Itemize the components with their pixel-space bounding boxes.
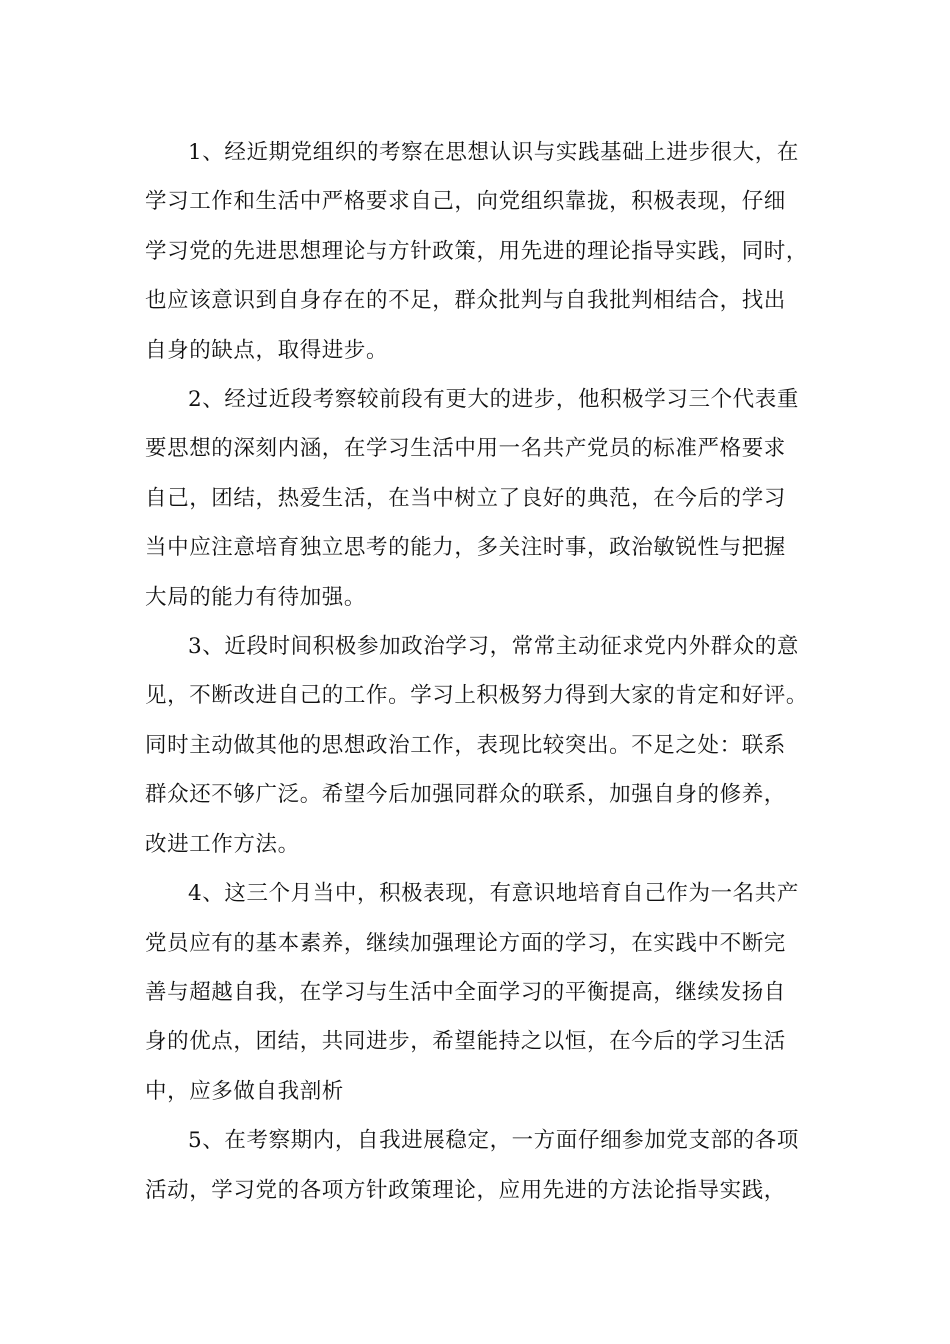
paragraph-line: 5、在考察期内，自我进展稳定，一方面仔细参加党支部的各项 [188, 1128, 799, 1154]
paragraph-line: 群众还不够广泛。希望今后加强同群众的联系，加强自身的修养， [145, 782, 786, 808]
paragraph-2 [145, 375, 835, 622]
paragraph-line: 见，不断改进自己的工作。学习上积极努力得到大家的肯定和好评。 [145, 683, 809, 709]
paragraph-line: 自己，团结，热爱生活，在当中树立了良好的典范，在今后的学习 [145, 485, 786, 511]
paragraph-line: 2、经过近段考察较前段有更大的进步，他积极学习三个代表重 [188, 387, 799, 413]
paragraph-1 [145, 128, 835, 375]
paragraph-line: 同时主动做其他的思想政治工作，表现比较突出。不足之处：联系 [145, 732, 786, 758]
paragraph-line: 活动，学习党的各项方针政策理论，应用先进的方法论指导实践， [145, 1177, 786, 1203]
document-body [145, 128, 835, 1215]
paragraph-3 [145, 622, 835, 869]
paragraph-line: 学习工作和生活中严格要求自己，向党组织靠拢，积极表现，仔细 [145, 189, 786, 215]
paragraph-line: 4、这三个月当中，积极表现，有意识地培育自己作为一名共产 [188, 881, 799, 907]
paragraph-line: 中，应多做自我剖析 [145, 1078, 344, 1104]
paragraph-line: 身的优点，团结，共同进步，希望能持之以恒，在今后的学习生活 [145, 1029, 786, 1055]
paragraph-line: 1、经近期党组织的考察在思想认识与实践基础上进步很大，在 [188, 140, 799, 165]
paragraph-line: 学习党的先进思想理论与方针政策，用先进的理论指导实践，同时， [145, 238, 809, 264]
paragraph-line: 当中应注意培育独立思考的能力，多关注时事，政治敏锐性与把握 [145, 535, 786, 561]
paragraph-5 [145, 1116, 835, 1215]
paragraph-line: 党员应有的基本素养，继续加强理论方面的学习，在实践中不断完 [145, 930, 786, 956]
paragraph-line: 自身的缺点，取得进步。 [145, 337, 389, 363]
paragraph-line: 要思想的深刻内涵，在学习生活中用一名共产党员的标准严格要求 [145, 436, 786, 462]
paragraph-line: 善与超越自我，在学习与生活中全面学习的平衡提高，继续发扬自 [145, 979, 786, 1005]
paragraph-line: 也应该意识到自身存在的不足，群众批判与自我批判相结合，找出 [145, 288, 786, 314]
paragraph-line: 大局的能力有待加强。 [145, 584, 367, 610]
paragraph-line: 3、近段时间积极参加政治学习，常常主动征求党内外群众的意 [188, 634, 799, 660]
paragraph-line: 改进工作方法。 [145, 831, 300, 857]
paragraph-4 [145, 869, 835, 1116]
